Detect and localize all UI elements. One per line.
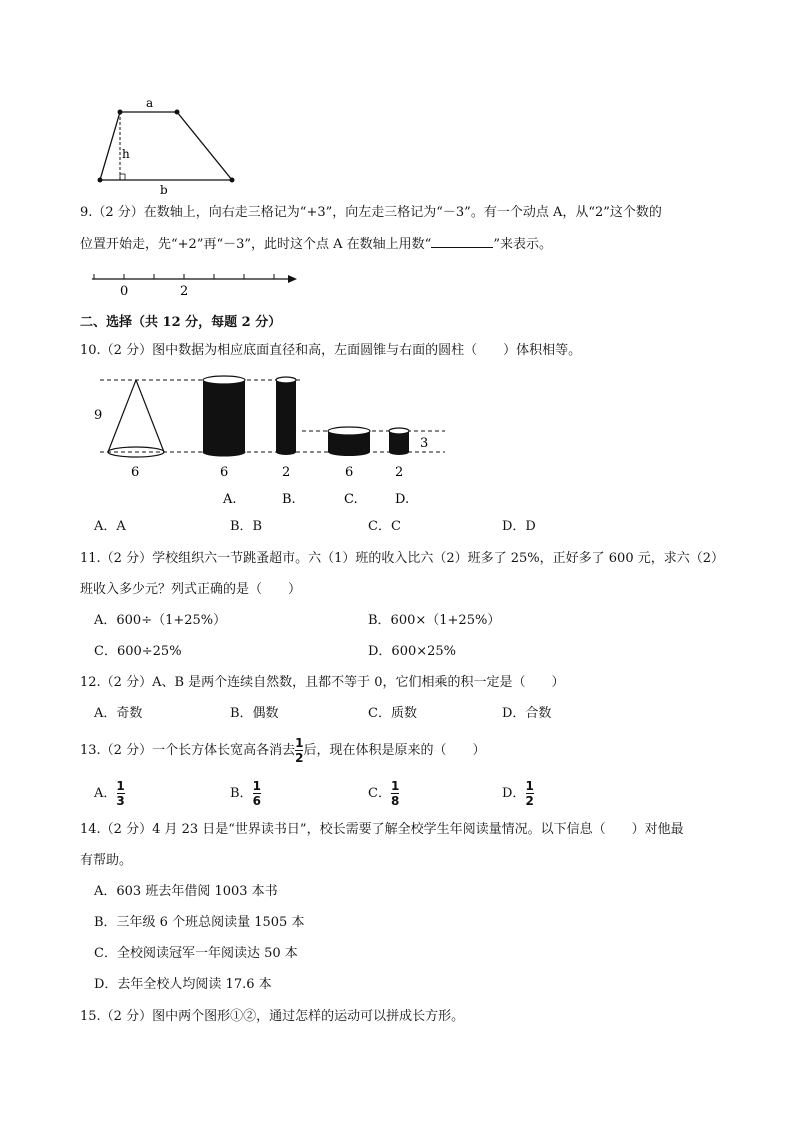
q13-text <box>80 737 485 765</box>
q9-line2-pre: 位置开始走，先“+2”再“－3”，此时这个点 A 在数轴上用数“ <box>80 237 432 252</box>
q12-option-a[interactable]: A．奇数 <box>94 706 143 721</box>
q11-option-b[interactable]: B．600×（1+25%） <box>368 613 501 628</box>
q13-d-den: 2 <box>525 794 534 808</box>
q10-option-c[interactable]: C．C <box>368 519 401 534</box>
axis-label-0: 0 <box>120 284 129 299</box>
cone-diameter-label: 6 <box>131 465 140 480</box>
q13-b-den: 6 <box>252 794 261 808</box>
q13-pre: 13.（2 分）一个长方体长宽高各消去 <box>80 743 296 758</box>
q13-option-b-fraction <box>253 780 261 807</box>
cyl-c-letter: C. <box>344 492 358 507</box>
q9-answer-blank[interactable] <box>431 235 493 248</box>
q14-option-d[interactable]: D．去年全校人均阅读 17.6 本 <box>94 977 272 992</box>
trapezoid-height-label: h <box>122 147 130 161</box>
q14-line2: 有帮助。 <box>80 853 133 868</box>
section-title: 二、选择（共 12 分，每题 2 分） <box>80 315 282 330</box>
cyl-b-letter: B. <box>282 492 296 507</box>
cyl-a-letter: A. <box>223 492 237 507</box>
q11-line1: 11.（2 分）学校组织六一节跳蚤超市。六（1）班的收入比六（2）班多了 25%，正好多了 600 元，求六（2） <box>80 551 724 566</box>
q13-option-a-label: A． <box>94 786 117 801</box>
trapezoid-top-label: a <box>146 96 154 110</box>
cyl-d-letter: D. <box>395 492 410 507</box>
q14-option-c[interactable]: C．全校阅读冠军一年阅读达 50 本 <box>94 946 298 961</box>
q13-d-num: 1 <box>525 779 534 793</box>
q12-option-b[interactable]: B．偶数 <box>230 706 279 721</box>
q12-option-d[interactable]: D．合数 <box>502 706 552 721</box>
cyl-b-diameter: 2 <box>282 465 291 480</box>
trapezoid-figure <box>90 92 250 197</box>
q13-post: 后，现在体积是原来的（ ） <box>303 743 486 758</box>
q13-option-a-fraction <box>116 780 124 807</box>
short-height-label: 3 <box>420 436 429 451</box>
q13-a-den: 3 <box>116 794 125 808</box>
q9-line2 <box>80 235 552 254</box>
q11-option-c[interactable]: C．600÷25% <box>94 644 182 659</box>
q10-option-b[interactable]: B．B <box>230 519 263 534</box>
q10-figure <box>90 370 450 512</box>
q13-option-d-label: D． <box>502 786 526 801</box>
q13-option-d-fraction <box>525 780 533 807</box>
axis-label-2: 2 <box>180 284 189 299</box>
q13-a-num: 1 <box>116 779 125 793</box>
cyl-d-diameter: 2 <box>395 465 404 480</box>
cyl-a-diameter: 6 <box>220 465 229 480</box>
q13-b-num: 1 <box>252 779 261 793</box>
q13-option-c-label: C． <box>368 786 391 801</box>
q15-text: 15.（2 分）图中两个图形①②，通过怎样的运动可以拼成长方形。 <box>80 1009 465 1024</box>
q14-option-a[interactable]: A．603 班去年借阅 1003 本书 <box>94 884 278 899</box>
q14-line1: 14.（2 分）4 月 23 日是“世界读书日”，校长需要了解全校学生年阅读量情况。以下信息（ ）对他最 <box>80 822 684 837</box>
q11-option-d[interactable]: D．600×25% <box>368 644 457 659</box>
number-line <box>92 268 302 298</box>
q11-line2: 班收入多少元？列式正确的是（ ） <box>80 582 302 597</box>
q11-option-a[interactable]: A．600÷（1+25%） <box>94 613 227 628</box>
cyl-c-diameter: 6 <box>345 465 354 480</box>
cone-height-label: 9 <box>94 408 103 423</box>
q13-option-d[interactable] <box>502 780 534 808</box>
q14-option-b[interactable]: B．三年级 6 个班总阅读量 1505 本 <box>94 915 305 930</box>
q10-option-a[interactable]: A．A <box>94 519 126 534</box>
q13-option-a[interactable] <box>94 780 125 808</box>
q13-c-den: 8 <box>390 794 400 808</box>
q13-option-b-label: B． <box>230 786 253 801</box>
q9-line2-post: ”来表示。 <box>493 237 552 252</box>
q9-line1: 9.（2 分）在数轴上，向右走三格记为“+3”，向左走三格记为“－3”。有一个动点 A，从“2”这个数的 <box>80 205 662 220</box>
q12-text: 12.（2 分）A、B 是两个连续自然数，且都不等于 0，它们相乘的积一定是（ ） <box>80 675 565 690</box>
q13-c-num: 1 <box>390 779 400 793</box>
q13-frac-num: 1 <box>295 736 304 750</box>
q10-option-d[interactable]: D．D <box>502 519 536 534</box>
q12-option-c[interactable]: C．质数 <box>368 706 417 721</box>
trapezoid-bottom-label: b <box>160 183 168 197</box>
q13-option-c-fraction <box>391 780 399 807</box>
q13-frac-den: 2 <box>295 751 304 765</box>
q10-text: 10.（2 分）图中数据为相应底面直径和高，左面圆锥与右面的圆柱（ ）体积相等。 <box>80 343 582 358</box>
q13-option-c[interactable] <box>368 780 399 808</box>
q13-option-b[interactable] <box>230 780 261 808</box>
